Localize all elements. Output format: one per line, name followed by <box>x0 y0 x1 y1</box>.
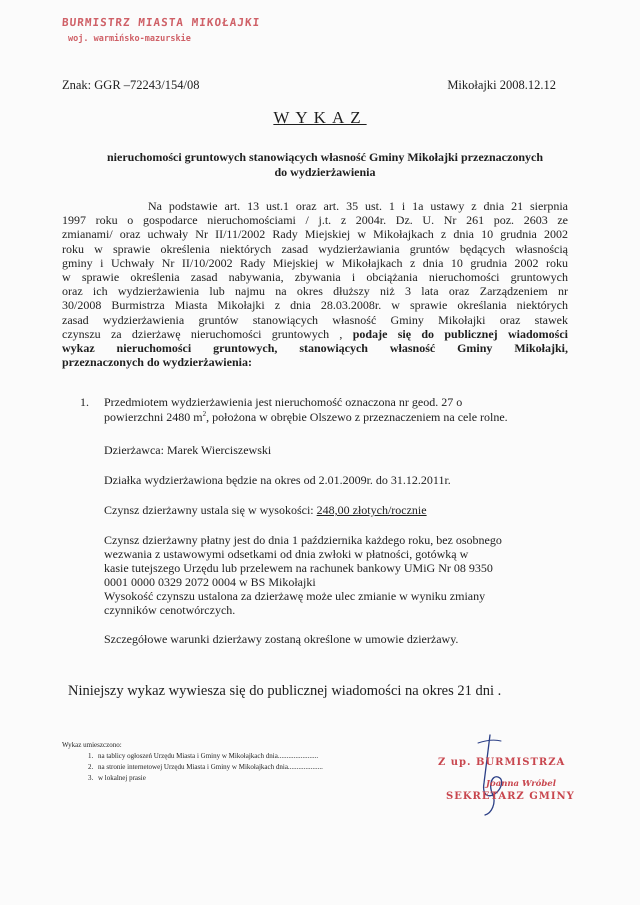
payment-line: czynników cenotwórczych. <box>104 603 236 617</box>
legal-basis-paragraph <box>62 199 568 369</box>
rent-label: Czynsz dzierżawny ustala się w wysokości: <box>104 503 317 517</box>
paragraph-line: roku w sprawie określenia niektórych zasad wydzierżawiania gruntów będących własnością <box>62 241 568 256</box>
placement-heading: Wykaz umieszczono: <box>62 741 122 749</box>
paragraph-line-bold: podaje się do publicznej wiadomości <box>342 326 568 341</box>
handwritten-signature <box>438 733 588 818</box>
payment-terms <box>104 533 564 617</box>
rent-line <box>104 503 564 517</box>
placement-item-number: 1. <box>88 752 94 760</box>
lease-period-line: Działka wydzierżawiona będzie na okres od 2.01.2009r. do 31.12.2011r. <box>104 473 451 487</box>
area-text: powierzchni 2480 m <box>104 410 203 424</box>
paragraph-line-bold: wykaz nieruchomości gruntowych, stanowiących własność Gminy Mikołajki, <box>62 341 568 356</box>
subtitle-line: nieruchomości gruntowych stanowiących własność Gminy Mikołajki przeznaczonych <box>107 150 543 164</box>
payment-line: Wysokość czynszu ustalona za dzierżawę może ulec zmianie w wyniku zmiany <box>104 589 486 603</box>
lease-details-line: Szczegółowe warunki dzierżawy zostaną określone w umowie dzierżawy. <box>104 632 459 646</box>
office-stamp <box>61 16 261 44</box>
rent-amount: 248,00 złotych/rocznie <box>316 503 427 517</box>
paragraph-line: 1997 roku o gospodarce nieruchomościami / j.t. z 2004r. Dz. U. Nr 261 poz. 2603 ze <box>62 213 568 228</box>
signature-stamp-line1: Z up. BURMISTRZA <box>438 757 566 768</box>
placement-item <box>62 751 323 762</box>
placement-item-text: na stronie internetowej Urzędu Miasta i Gminy w Mikołajkach dnia.................... <box>98 763 323 771</box>
subtitle-line: do wydzierżawienia <box>274 165 376 179</box>
payment-line: wezwania z ustawowymi odsetkami od dnia zwłoki w płatności, gotówką w <box>104 547 469 561</box>
list-item-number: 1. <box>80 395 89 409</box>
paragraph-line-normal: czynszu za dzierżawę nieruchomości gruntowych , <box>62 326 343 341</box>
office-stamp-line2: woj. warmińsko-mazurskie <box>68 34 191 44</box>
placement-item <box>62 762 323 773</box>
publication-statement: Niniejszy wykaz wywiesza się do publicznej wiadomości na okres 21 dni . <box>68 683 502 699</box>
property-description-line1: Przedmiotem wydzierżawienia jest nieruchomość oznaczona nr geod. 27 o <box>104 395 463 409</box>
paragraph-line-bold: przeznaczonych do wydzierżawienia: <box>62 355 252 370</box>
placement-item-text: w lokalnej prasie <box>98 774 146 782</box>
document-subtitle <box>60 150 590 180</box>
signature-stamp-line3: SEKRETARZ GMINY <box>446 791 575 802</box>
reference-number: Znak: GGR –72243/154/08 <box>62 78 200 92</box>
signature-stamp <box>438 733 588 818</box>
paragraph-line: oraz ich wydzierżawienia lub najmu na okres dłuższy niż 3 lata oraz Zarządzeniem nr <box>62 284 568 299</box>
area-unit-superscript: 2 <box>202 410 207 418</box>
placement-item <box>62 773 323 784</box>
paragraph-line: w sprawie określenia zasad nabywania, zbywania i obciążania nieruchomości gruntowych <box>62 270 568 285</box>
paragraph-line <box>62 327 568 341</box>
paragraph-line: zasad wydzierżawienia gruntów stanowiących własność Gminy Mikołajki oraz stawek <box>62 312 568 327</box>
office-stamp-line1: BURMISTRZ MIASTA MIKOŁAJKI <box>61 16 261 29</box>
paragraph-line: Na podstawie art. 13 ust.1 oraz art. 35 ust. 1 i 1a ustawy z dnia 21 sierpnia <box>148 199 568 213</box>
property-description-line2 <box>104 410 584 425</box>
signature-stamp-line2: Joanna Wróbel <box>486 779 556 789</box>
placement-item-number: 2. <box>88 763 94 771</box>
placement-list <box>62 740 323 784</box>
payment-line: Czynsz dzierżawny płatny jest do dnia 1 października każdego roku, bez osobnego <box>104 533 502 547</box>
payment-line: kasie tutejszego Urzędu lub przelewem na rachunek bankowy UMiG Nr 08 9350 <box>104 561 493 575</box>
payment-line: 0001 0000 0329 2072 0004 w BS Mikołajki <box>104 575 316 589</box>
list-item-text <box>104 395 584 425</box>
document-title: WYKAZ <box>273 108 367 127</box>
lessee-line: Dzierżawca: Marek Wierciszewski <box>104 443 272 457</box>
paragraph-line: 30/2008 Burmistrza Miasta Mikołajki z dnia 28.03.2008r. w sprawie określania niektórych <box>62 298 568 313</box>
paragraph-line: gminy i Uchwały Nr II/10/2002 Rady Miejskiej w Mikołajkach z dnia 10 grudnia 2002 roku <box>62 255 568 270</box>
location-text: , położona w obrębie Olszewo z przeznaczeniem na cele rolne. <box>206 410 508 424</box>
placement-item-text: na tablicy ogłoszeń Urzędu Miasta i Gminy w Mikołajkach dnia....................... <box>98 752 319 760</box>
place-date: Mikołajki 2008.12.12 <box>447 78 556 92</box>
placement-item-number: 3. <box>88 774 94 782</box>
paragraph-line: zmianami/ oraz uchwały Nr II/11/2002 Rady Miejskiej w Mikołajkach z dnia 10 grudnia 2002 <box>62 227 568 242</box>
